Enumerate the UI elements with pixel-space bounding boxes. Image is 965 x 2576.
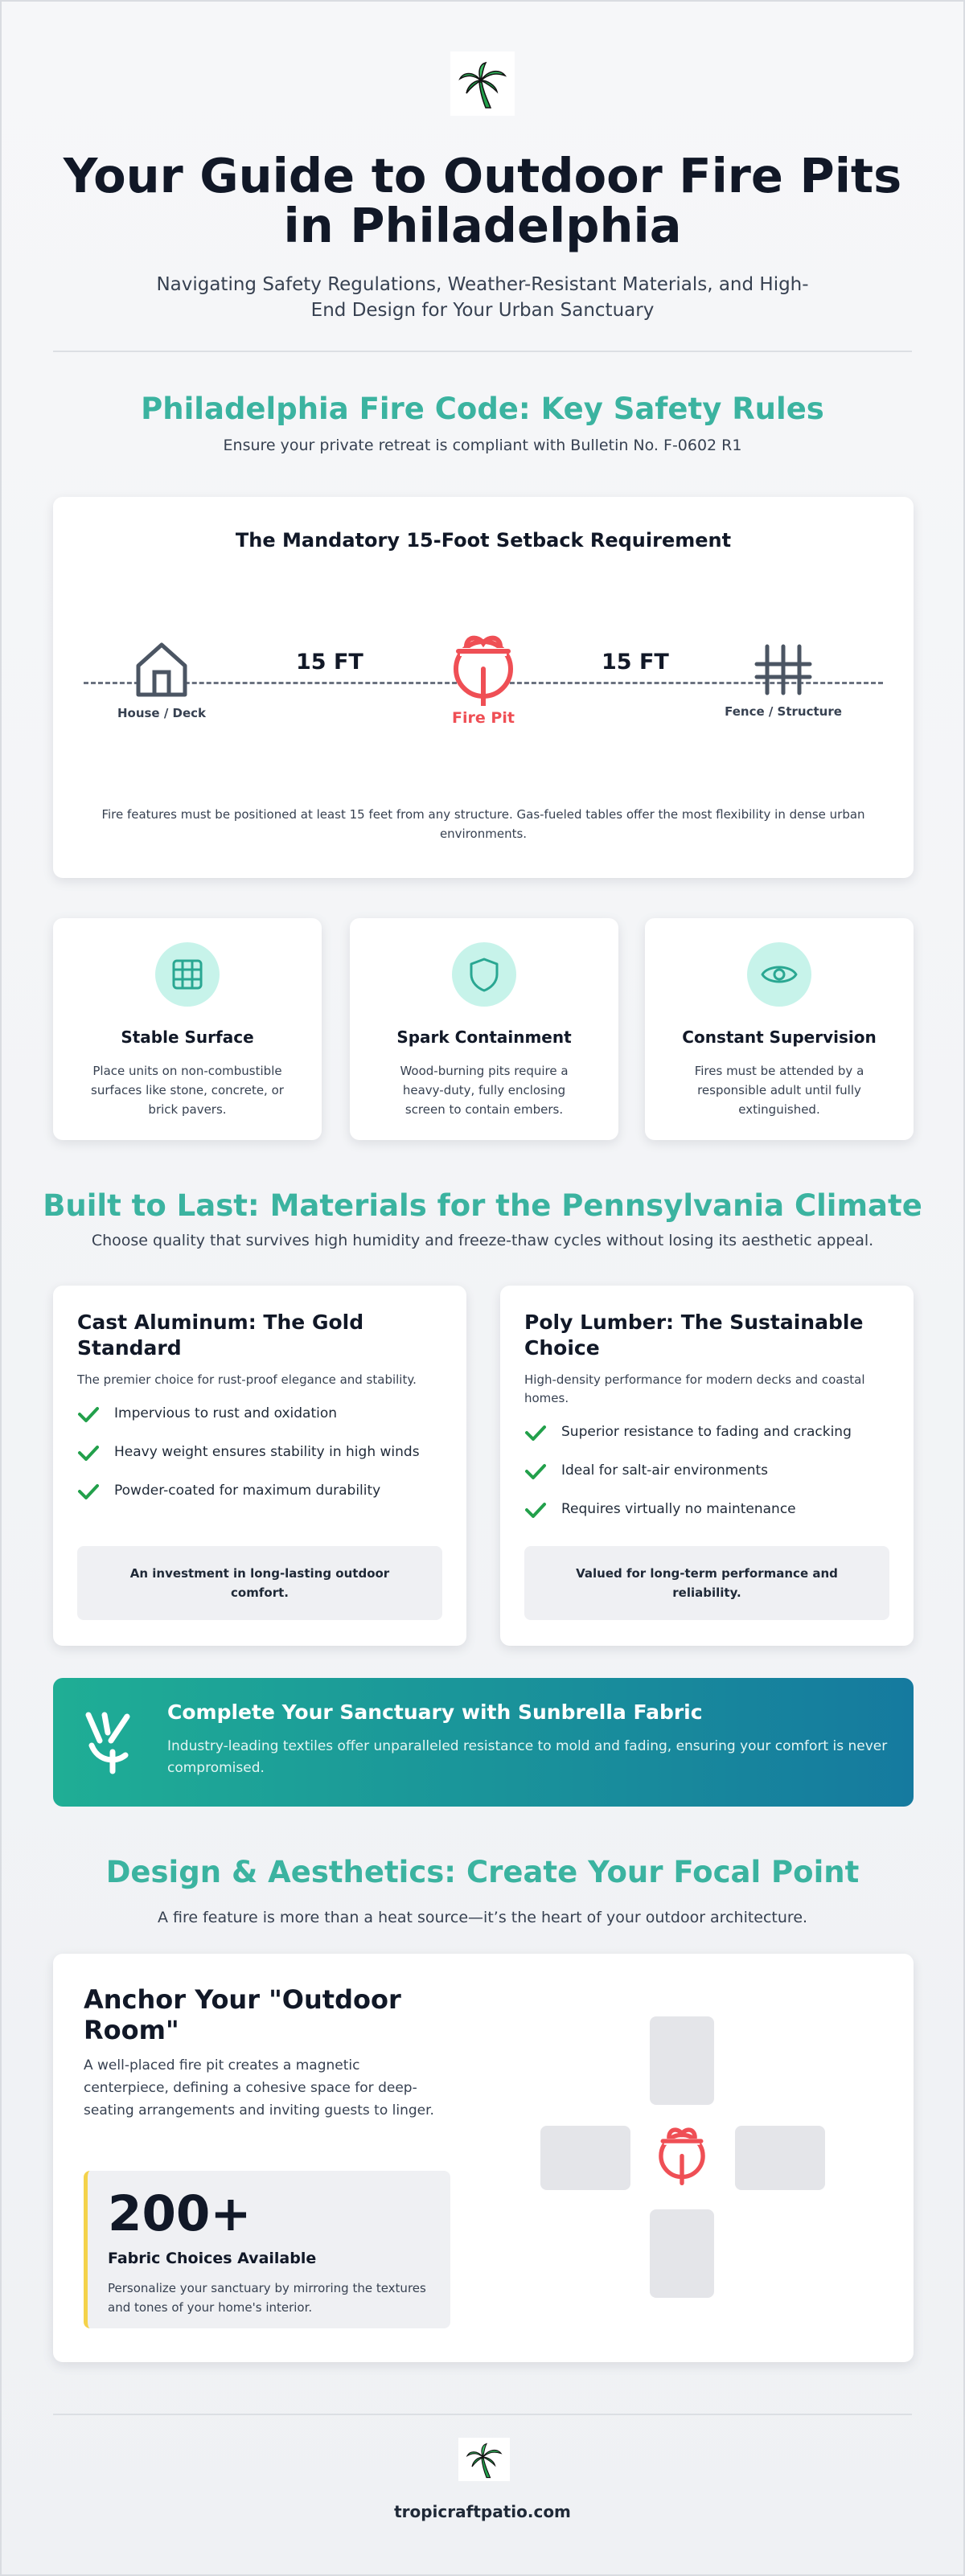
rule-icon-circle <box>452 942 516 1007</box>
feature-text: Impervious to rust and oxidation <box>114 1405 338 1421</box>
seat-left <box>540 2126 630 2190</box>
feature-item <box>524 1499 889 1520</box>
outdoor-room-text: A well-placed fire pit creates a magnetic centerpiece, defining a cohesive space for deep-seating arrangements and inviting guests to linger. <box>84 2057 434 2119</box>
material-description: High-density performance for modern decks and coastal homes. <box>524 1372 865 1405</box>
setback-card <box>53 497 914 878</box>
seat-bottom <box>650 2209 714 2298</box>
footer-divider <box>53 2414 912 2415</box>
palm-tree-icon <box>457 58 508 109</box>
feature-item <box>524 1461 889 1481</box>
seat-top <box>650 2016 714 2105</box>
sunbrella-text: Industry-leading textiles offer unparalleled resistance to mold and fading, ensuring your comfort is never compromised. <box>167 1738 888 1776</box>
rule-icon-circle <box>747 942 811 1007</box>
rule-card-stable-surface <box>53 918 322 1140</box>
outdoor-room-title: Anchor Your "Outdoor Room" <box>84 1984 401 2045</box>
design-subtitle: A fire feature is more than a heat source—it’s the heart of your outdoor architecture. <box>157 1909 808 1926</box>
feature-list <box>524 1422 889 1520</box>
right-distance: 15 FT <box>602 650 669 675</box>
material-note: Valued for long-term performance and reliability. <box>524 1546 889 1620</box>
rule-title: Spark Containment <box>396 1028 572 1047</box>
feature-text: Powder-coated for maximum durability <box>114 1483 381 1499</box>
rule-text: Place units on non-combustible surfaces like stone, concrete, or brick pavers. <box>91 1064 284 1117</box>
fabric-count: 200+ <box>108 2185 252 2242</box>
feature-item <box>77 1404 442 1424</box>
feature-text: Requires virtually no maintenance <box>561 1501 796 1517</box>
eye-icon <box>760 961 799 988</box>
fire-code-title: Philadelphia Fire Code: Key Safety Rules <box>141 392 824 426</box>
outdoor-room-card <box>53 1954 914 2362</box>
palm-tree-logo <box>450 51 515 116</box>
materials-subtitle: Choose quality that survives high humidity and freeze-thaw cycles without losing its aesthetic appeal. <box>91 1232 874 1249</box>
design-title: Design & Aesthetics: Create Your Focal Point <box>105 1855 860 1889</box>
setback-note: Fire features must be positioned at least 15 feet from any structure. Gas-fueled tables offer the most flexibility in dense urban environments. <box>101 807 865 841</box>
check-icon <box>77 1444 100 1462</box>
material-title: Cast Aluminum: The Gold Standard <box>77 1311 364 1360</box>
left-distance: 15 FT <box>296 650 363 675</box>
material-description: The premier choice for rust-proof elegance and stability. <box>77 1372 417 1387</box>
material-title: Poly Lumber: The Sustainable Choice <box>524 1311 864 1360</box>
website-url[interactable]: tropicraftpatio.com <box>394 2502 571 2521</box>
material-card-poly-lumber <box>500 1286 914 1646</box>
fabric-stat-text: Personalize your sanctuary by mirroring the textures and tones of your home's interior. <box>108 2281 426 2315</box>
umbrella-icon <box>80 1708 145 1778</box>
check-icon <box>77 1405 100 1423</box>
rule-text: Wood-burning pits require a heavy-duty, fully enclosing screen to contain embers. <box>400 1064 569 1117</box>
fabric-stat-label: Fabric Choices Available <box>108 2250 317 2267</box>
feature-item <box>77 1481 442 1501</box>
grid-icon <box>171 958 203 991</box>
house-node <box>109 640 214 720</box>
feature-text: Heavy weight ensures stability in high winds <box>114 1444 420 1460</box>
fence-icon <box>754 643 813 696</box>
seat-right <box>735 2126 825 2190</box>
header-divider <box>53 351 912 352</box>
fire-pit-node <box>427 632 540 727</box>
feature-item <box>77 1442 442 1462</box>
rule-icon-circle <box>155 942 220 1007</box>
feature-list <box>77 1404 442 1501</box>
fence-node <box>711 643 856 719</box>
feature-text: Superior resistance to fading and cracking <box>561 1424 852 1440</box>
house-label: House / Deck <box>117 706 207 720</box>
shield-icon <box>468 957 500 992</box>
fire-pit-icon <box>449 632 518 706</box>
rule-card-constant-supervision <box>645 918 914 1140</box>
rule-card-spark-containment <box>350 918 618 1140</box>
rule-title: Constant Supervision <box>682 1028 877 1047</box>
check-icon <box>524 1424 547 1442</box>
rule-text: Fires must be attended by a responsible adult until fully extinguished. <box>694 1064 864 1117</box>
footer-logo <box>458 2438 510 2481</box>
page-title: Your Guide to Outdoor Fire Pits in Philadelphia <box>63 148 902 253</box>
rule-title: Stable Surface <box>121 1028 254 1047</box>
fire-pit-icon <box>655 2121 708 2188</box>
materials-title: Built to Last: Materials for the Pennsylvania Climate <box>43 1188 922 1223</box>
sunbrella-title: Complete Your Sanctuary with Sunbrella Fabric <box>167 1700 703 1724</box>
house-icon <box>133 640 190 698</box>
check-icon <box>524 1462 547 1480</box>
material-note: An investment in long-lasting outdoor comfort. <box>77 1546 442 1620</box>
fire-pit-label: Fire Pit <box>452 709 515 727</box>
fence-label: Fence / Structure <box>725 704 842 719</box>
material-card-cast-aluminum <box>53 1286 466 1646</box>
check-icon <box>77 1483 100 1500</box>
fabric-stat-box <box>84 2171 450 2328</box>
fire-code-subtitle: Ensure your private retreat is compliant with Bulletin No. F-0602 R1 <box>223 437 742 454</box>
sunbrella-banner <box>53 1678 914 1807</box>
feature-text: Ideal for salt-air environments <box>561 1462 769 1479</box>
page-subtitle: Navigating Safety Regulations, Weather-Resistant Materials, and High-End Design for Your Urban Sanctuary <box>156 274 809 321</box>
check-icon <box>524 1501 547 1519</box>
feature-item <box>524 1422 889 1442</box>
palm-tree-icon <box>465 2440 503 2479</box>
setback-title: The Mandatory 15-Foot Setback Requirement <box>235 529 732 552</box>
